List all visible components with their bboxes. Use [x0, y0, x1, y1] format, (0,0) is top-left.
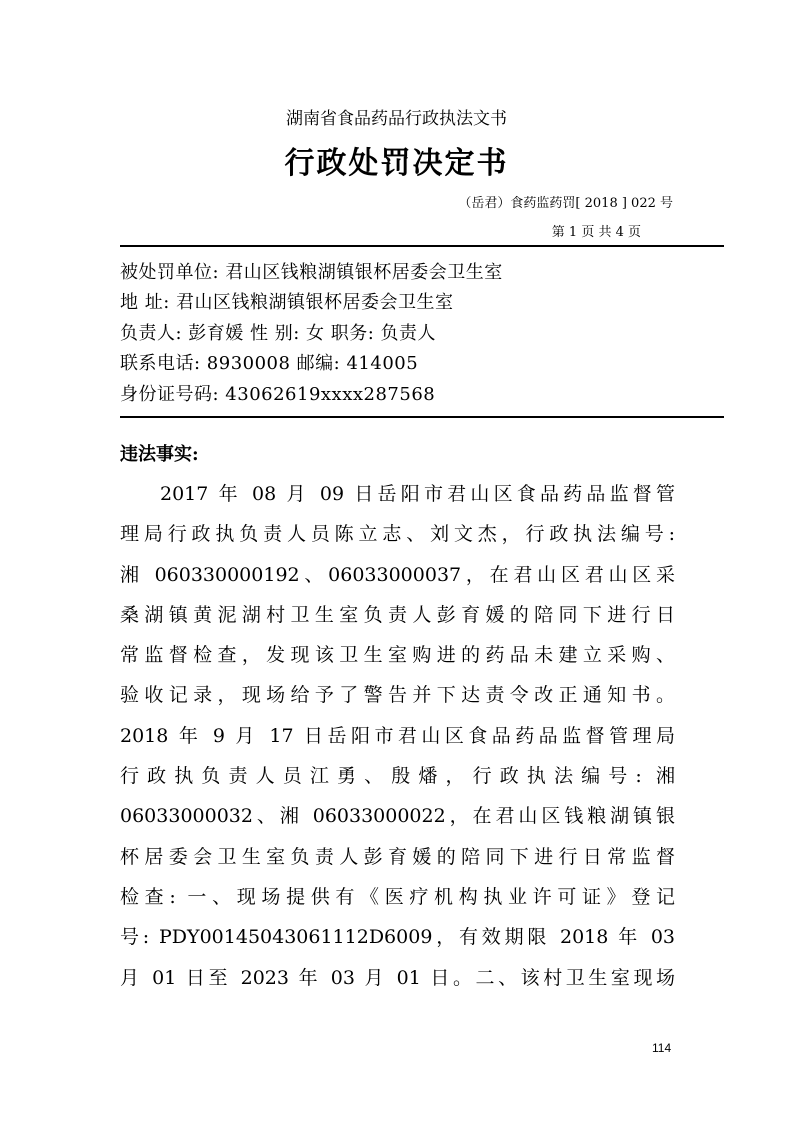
- facts-line: 2017 年 08 月 09 日岳阳市君山区食品药品监督管: [160, 483, 675, 505]
- facts-line: 06033000032、湘 06033000022，在君山区钱粮湖镇银: [120, 805, 675, 828]
- facts-line: 理局行政执负责人员陈立志、刘文杰，行政执法编号:: [120, 523, 675, 546]
- document-number: （岳君）食药监药罚[ 2018 ] 022 号: [458, 196, 673, 211]
- facts-heading: 违法事实:: [120, 444, 199, 465]
- facts-line: 桑湖镇黄泥湖村卫生室负责人彭育媛的陪同下进行日: [120, 603, 675, 626]
- facts-line: 行政执负责人员江勇、殷燔，行政执法编号: 湘: [120, 765, 675, 788]
- facts-line: 湘 060330000192、06033000037，在君山区君山区采: [120, 563, 675, 586]
- document-title: 行政处罚决定书: [284, 146, 509, 181]
- party-address: 地 址: 君山区钱粮湖镇银杯居委会卫生室: [120, 292, 454, 313]
- page-number: 114: [652, 1041, 672, 1055]
- party-contact: 联系电话: 8930008 邮编: 414005: [120, 353, 419, 374]
- facts-line: 号: PDY0014504306111​2D6009，有效期限 2018 年 03: [120, 926, 675, 949]
- party-person: 负责人: 彭育媛 性 别: 女 职务: 负责人: [120, 323, 437, 344]
- facts-line: 杯居委会卫生室负责人彭育媛的陪同下进行日常监督: [120, 845, 675, 868]
- facts-line: 月 01 日至 2023 年 03 月 01 日。二、该村卫生室现场: [120, 966, 675, 989]
- agency-name: 湖南省食品药品行政执法文书: [286, 109, 507, 129]
- party-id-number: 身份证号码: 43062619xxxx287568: [120, 384, 436, 405]
- facts-line: 检查: 一、现场提供有《医疗机构执业许可证》登记: [120, 885, 675, 908]
- facts-line: 验收记录，现场给予了警告并下达责令改正通知书。: [120, 684, 675, 707]
- top-divider: [120, 245, 724, 247]
- page-info: 第 1 页 共 4 页: [551, 225, 641, 240]
- party-unit: 被处罚单位: 君山区钱粮湖镇银杯居委会卫生室: [120, 262, 503, 283]
- facts-body: [120, 474, 675, 998]
- facts-line: 2018 年 9 月 17 日岳阳市君山区食品药品监督管理局: [120, 724, 675, 747]
- facts-line: 常监督检查，发现该卫生室购进的药品未建立采购、: [120, 644, 675, 667]
- bottom-divider: [120, 416, 724, 418]
